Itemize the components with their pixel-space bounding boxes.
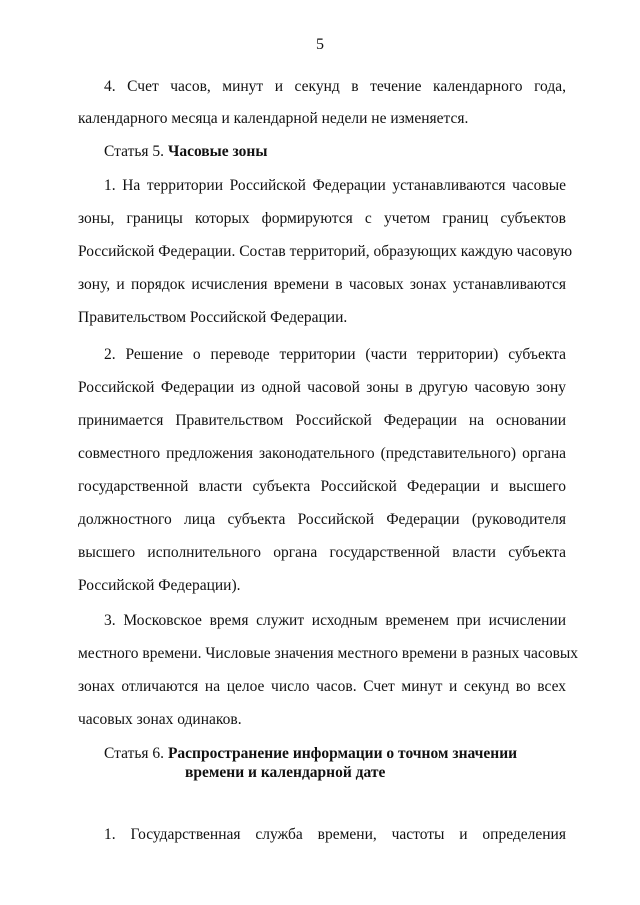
article-5-heading (104, 143, 267, 161)
paragraph-line: 4. Счет часов, минут и секунд в течение календарного года, (104, 78, 566, 95)
paragraph-line: Российской Федерации). (78, 577, 241, 594)
paragraph-line: 1. Государственная служба времени, частоты и определения (104, 826, 566, 843)
paragraph-line: 2. Решение о переводе территории (части территории) субъекта (104, 346, 566, 363)
article-5-title: Часовые зоны (167, 143, 268, 160)
paragraph-line: часовых зонах одинаков. (78, 711, 242, 728)
paragraph-line: календарного месяца и календарной недели не изменяется. (78, 110, 469, 127)
paragraph-line: высшего исполнительного органа государственной власти субъекта (78, 544, 566, 561)
article-5-prefix: Статья 5. (104, 143, 165, 160)
article-6-title-line1: Распространение информации о точном значении (167, 745, 518, 762)
paragraph-line: совместного предложения законодательного (представительного) органа (78, 445, 566, 462)
paragraph-line: местного времени. Числовые значения местного времени в разных часовых (78, 645, 579, 662)
article-6-heading (104, 745, 517, 763)
paragraph-line: 3. Московское время служит исходным временем при исчислении (104, 612, 566, 629)
paragraph-line: 1. На территории Российской Федерации устанавливаются часовые (104, 177, 566, 194)
paragraph-line: государственной власти субъекта Российской Федерации и высшего (78, 478, 566, 495)
paragraph-line: должностного лица субъекта Российской Федерации (руководителя (78, 511, 566, 528)
paragraph-line: принимается Правительством Российской Федерации на основании (78, 412, 566, 429)
paragraph-line: Правительством Российской Федерации. (78, 309, 348, 326)
article-6-title-line2: времени и календарной дате (185, 764, 386, 781)
paragraph-line: Российской Федерации. Состав территорий, образующих каждую часовую (78, 243, 573, 260)
paragraph-line: зонах отличаются на целое число часов. Счет минут и секунд во всех (78, 678, 566, 695)
paragraph-line: Российской Федерации из одной часовой зоны в другую часовую зону (78, 379, 566, 396)
page-number: 5 (316, 36, 324, 53)
paragraph-line: зону, и порядок исчисления времени в часовых зонах устанавливаются (78, 276, 566, 293)
paragraph-line: зоны, границы которых формируются с учетом границ субъектов (78, 210, 566, 227)
article-6-prefix: Статья 6. (104, 745, 165, 762)
